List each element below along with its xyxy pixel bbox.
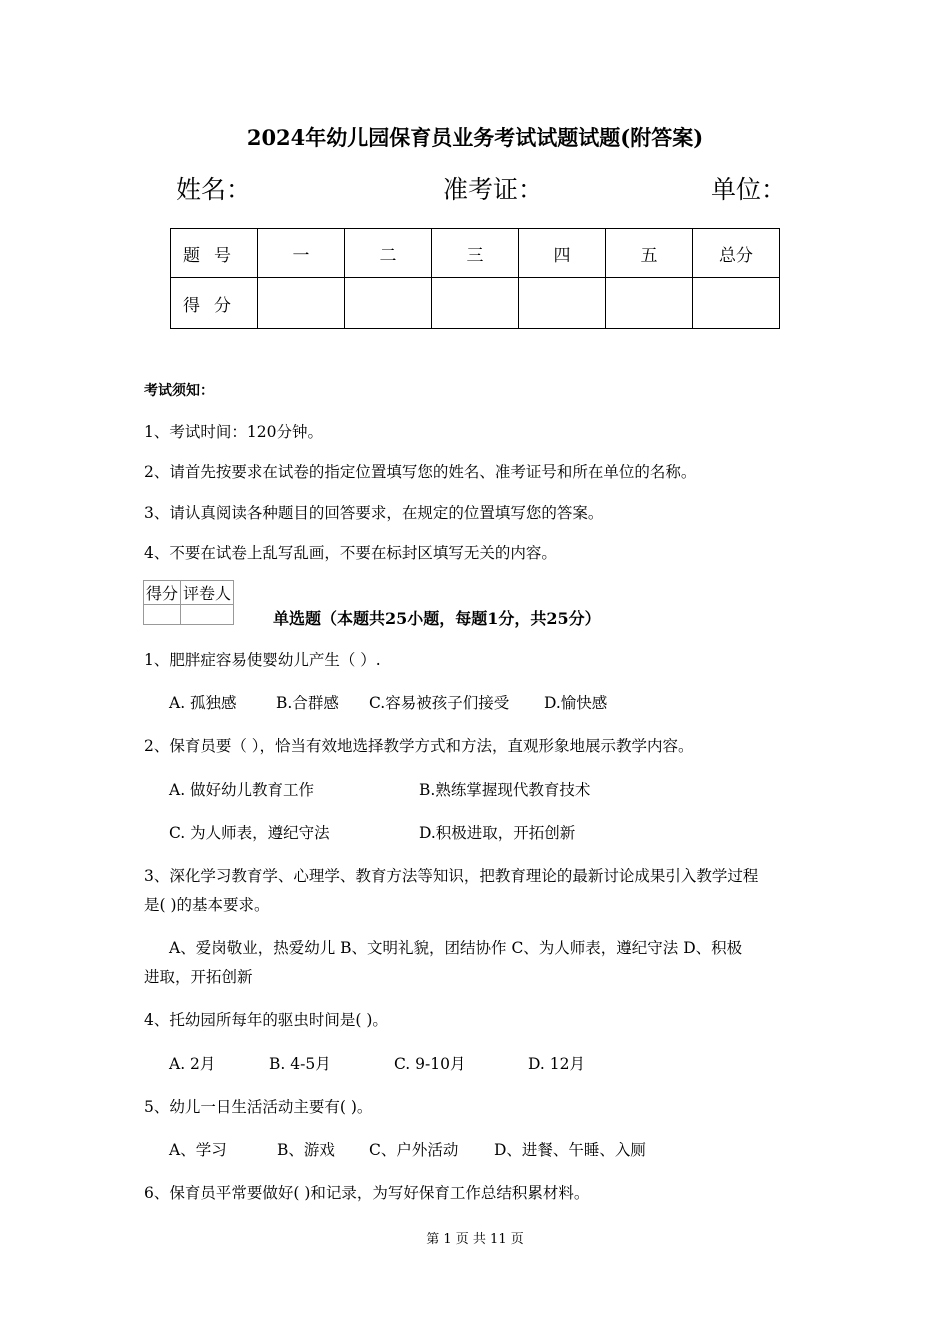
question-option: B. 4-5月 <box>269 1055 331 1073</box>
score-table <box>170 228 780 329</box>
section-title: 单选题（本题共25小题，每题1分，共25分） <box>273 609 601 628</box>
question-option: C.容易被孩子们接受 <box>369 694 510 712</box>
question-option: D. 12月 <box>528 1055 585 1073</box>
question-option: C、户外活动 <box>369 1141 459 1159</box>
question-stem: 是( )的基本要求。 <box>144 896 270 914</box>
notice-heading: 考试须知： <box>144 383 214 399</box>
question-option: B、游戏 <box>277 1141 335 1159</box>
score-table-row2-label: 得分 <box>171 278 258 329</box>
question-stem: 5、幼儿一日生活活动主要有( )。 <box>144 1098 373 1116</box>
score-cell <box>606 278 693 329</box>
score-table-header: 五 <box>606 229 693 278</box>
score-table-header: 三 <box>432 229 519 278</box>
question-option: A. 孤独感 <box>169 694 237 712</box>
question-option: D、进餐、午睡、入厕 <box>494 1141 646 1159</box>
question-option: D.愉快感 <box>544 694 608 712</box>
notice-item: 2、请首先按要求在试卷的指定位置填写您的姓名、准考证号和所在单位的名称。 <box>144 463 697 481</box>
question-stem: 1、肥胖症容易使婴幼儿产生（ ）. <box>144 651 381 669</box>
question-options: A、爱岗敬业，热爱幼儿 B、文明礼貌，团结协作 C、为人师表，遵纪守法 D、积极 <box>169 939 743 957</box>
score-cell <box>258 278 345 329</box>
question-stem: 3、深化学习教育学、心理学、教育方法等知识，把教育理论的最新讨论成果引入教学过程 <box>144 867 759 885</box>
question-option: B.熟练掌握现代教育技术 <box>419 781 591 799</box>
score-cell <box>345 278 432 329</box>
score-cell <box>693 278 780 329</box>
question-option: A、学习 <box>169 1141 227 1159</box>
question-option: D.积极进取，开拓创新 <box>419 824 576 842</box>
question-option: C. 为人师表，遵纪守法 <box>169 824 330 842</box>
score-table-header: 总分 <box>693 229 780 278</box>
unit-field-label: 单位： <box>711 175 787 204</box>
notice-item: 4、不要在试卷上乱写乱画，不要在标封区填写无关的内容。 <box>144 544 557 562</box>
page-title: 2024年幼儿园保育员业务考试试题试题(附答案) <box>246 125 704 150</box>
score-table-header: 二 <box>345 229 432 278</box>
question-options: 进取，开拓创新 <box>144 968 253 986</box>
score-table-header: 一 <box>258 229 345 278</box>
score-table-header: 四 <box>519 229 606 278</box>
score-table-row1-label: 题号 <box>171 229 258 278</box>
score-cell <box>519 278 606 329</box>
grader-score-label: 得分 <box>144 581 181 605</box>
grader-score-cell <box>144 605 181 625</box>
grader-box <box>143 580 234 625</box>
question-stem: 4、托幼园所每年的驱虫时间是( )。 <box>144 1011 388 1029</box>
question-stem: 2、保育员要（ ），恰当有效地选择教学方式和方法，直观形象地展示教学内容。 <box>144 737 694 755</box>
notice-item: 1、考试时间：120分钟。 <box>144 423 323 441</box>
question-option: A. 做好幼儿教育工作 <box>169 781 315 799</box>
question-option: C. 9-10月 <box>394 1055 466 1073</box>
grader-reviewer-label: 评卷人 <box>181 581 234 605</box>
question-option: B.合群感 <box>276 694 339 712</box>
question-stem: 6、保育员平常要做好( )和记录，为写好保育工作总结积累材料。 <box>144 1184 590 1202</box>
name-field-label: 姓名： <box>176 175 252 204</box>
exam-no-field-label: 准考证： <box>443 175 544 204</box>
grader-reviewer-cell <box>181 605 234 625</box>
notice-item: 3、请认真阅读各种题目的回答要求，在规定的位置填写您的答案。 <box>144 504 604 522</box>
page-footer: 第 1 页 共 11 页 <box>426 1232 524 1247</box>
question-option: A. 2月 <box>169 1055 216 1073</box>
score-cell <box>432 278 519 329</box>
